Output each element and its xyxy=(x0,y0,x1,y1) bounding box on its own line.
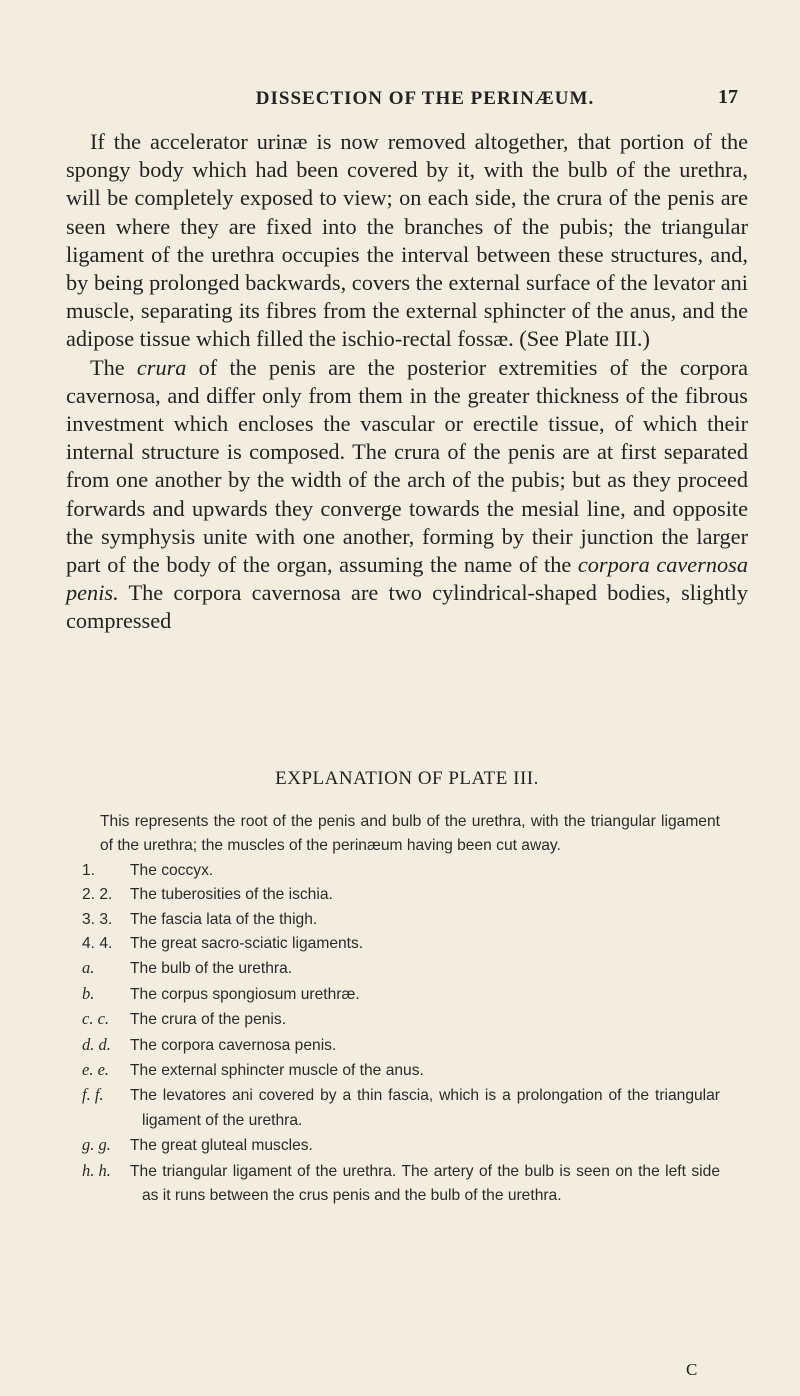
paragraph-2-mid: of the penis are the posterior extremities of the corpora cavernosa, and differ only from them in the greater thickness of the fibrous investment which encloses the vascular or erectile tissue, of which their internal structure is composed. The crura of the penis are at first separated from one another by the width of the arch of the pubis; but as they proceed forwards and upwards they converge towards the mesial line, and opposite the symphysis unite with one another, forming by their junction the larger part of the body of the organ, assuming the name of the xyxy=(66,354,748,578)
running-title: DISSECTION OF THE PERINÆUM. xyxy=(255,88,595,109)
legend-item xyxy=(82,982,720,1007)
legend-key: 1. xyxy=(82,861,96,879)
legend-key: 2. 2. xyxy=(82,886,113,904)
legend-item xyxy=(82,1007,720,1032)
legend-key: b. xyxy=(82,983,95,1003)
legend-item xyxy=(82,883,720,907)
legend-key: g. g. xyxy=(82,1135,111,1155)
legend-item xyxy=(82,859,720,883)
term-corpora-cavernosa: corpora cavernosa penis. xyxy=(66,552,748,606)
legend-text: The crura of the penis. xyxy=(130,1011,287,1029)
signature-mark: C xyxy=(686,1360,698,1379)
paragraph-2-end: The corpora cavernosa are two cylindrical-shaped bodies, slightly compressed xyxy=(66,580,748,634)
legend-key: f. f. xyxy=(82,1085,104,1105)
legend-key: h. h. xyxy=(82,1160,111,1180)
paragraph-2 xyxy=(66,354,748,636)
legend-text: The levatores ani covered by a thin fascia, which is a prolongation of the triangular ligament of the urethra. xyxy=(130,1087,720,1129)
legend-text: The external sphincter muscle of the anus. xyxy=(130,1062,424,1080)
legend-text: The coccyx. xyxy=(130,861,214,879)
legend-key: e. e. xyxy=(82,1060,110,1080)
legend-item xyxy=(82,908,720,932)
legend-item xyxy=(82,1083,720,1133)
legend-key: c. c. xyxy=(82,1009,110,1029)
legend-text: The bulb of the urethra. xyxy=(130,960,293,978)
legend-item xyxy=(82,932,720,956)
legend-text: The great sacro-sciatic ligaments. xyxy=(130,935,364,953)
explanation-title: EXPLANATION OF PLATE III. xyxy=(275,768,539,789)
legend-text: The corpora cavernosa penis. xyxy=(130,1036,337,1054)
legend-item xyxy=(82,1133,720,1158)
legend-item xyxy=(82,1033,720,1058)
legend-list xyxy=(82,859,720,1209)
legend-key: 4. 4. xyxy=(82,935,113,953)
plate-explanation xyxy=(82,810,720,1209)
legend-key: d. d. xyxy=(82,1034,111,1054)
legend-text: The tuberosities of the ischia. xyxy=(130,886,333,904)
legend-text: The triangular ligament of the urethra. The artery of the bulb is seen on the left side as it runs between the crus penis and the bulb of the urethra. xyxy=(130,1162,720,1205)
legend-key: a. xyxy=(82,958,95,978)
body-text xyxy=(66,128,748,636)
page-number: 17 xyxy=(718,86,738,108)
paragraph-1: If the accelerator urinæ is now removed altogether, that portion of the spongy body which had been covered by it, with the bulb of the urethra, will be completely exposed to view; on each side, the crura of the penis are seen where they are fixed into the branches of the pubis; the triangular ligament of the urethra occupies the interval between these structures, and, by being prolonged backwards, covers the external surface of the levator ani muscle, separating its fibres from the external sphincter of the anus, and the adipose tissue which filled the ischio-rectal fossæ. (See Plate III.) xyxy=(66,129,748,352)
paragraph-2-start: The xyxy=(90,354,137,380)
legend-key: 3. 3. xyxy=(82,910,113,928)
legend-text: The great gluteal muscles. xyxy=(130,1137,313,1155)
legend-item xyxy=(82,956,720,981)
legend-text: The fascia lata of the thigh. xyxy=(130,910,318,928)
explanation-intro: This represents the root of the penis and bulb of the urethra, with the triangular ligament of the urethra; the muscles of the perinæum having been cut away. xyxy=(100,813,720,855)
legend-text: The corpus spongiosum urethræ. xyxy=(130,985,360,1003)
legend-item xyxy=(82,1159,720,1209)
legend-item xyxy=(82,1058,720,1083)
term-crura: crura xyxy=(136,354,187,380)
